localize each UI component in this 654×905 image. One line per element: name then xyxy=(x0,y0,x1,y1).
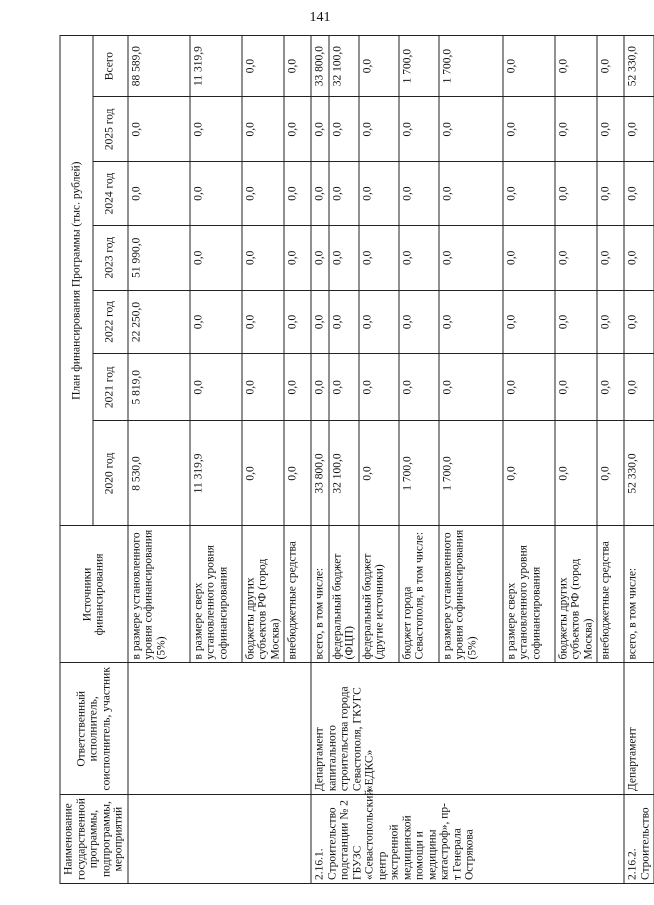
value-cell: 0,0 xyxy=(624,97,654,162)
source-cell: федеральный бюджет (другие источники) xyxy=(358,526,398,663)
source-cell: в размере установленного уровня софинансирования (5%) xyxy=(127,526,189,663)
value-cell: 0,0 xyxy=(597,225,624,290)
value-cell: 0,0 xyxy=(502,162,554,225)
value-cell: 0,0 xyxy=(241,421,284,526)
value-cell: 0,0 xyxy=(189,97,241,162)
value-cell: 0,0 xyxy=(554,97,597,162)
value-cell: 0,0 xyxy=(311,225,329,290)
header-responsible: Ответственный исполнитель, соисполнитель, участник xyxy=(60,663,128,795)
value-cell: 0,0 xyxy=(624,354,654,421)
value-cell: 0,0 xyxy=(597,162,624,225)
header-plan: План финансирования Программы (тыс. рублей) xyxy=(60,36,93,526)
header-year: 2025 год xyxy=(92,97,127,162)
value-cell: 0,0 xyxy=(358,290,398,353)
header-year: 2020 год xyxy=(92,421,127,526)
value-cell: 0,0 xyxy=(502,421,554,526)
item-responsible-2-16-2: Департамент xyxy=(624,663,654,795)
source-cell: в размере сверх установленного уровня софинансирования xyxy=(189,526,241,663)
header-year: 2023 год xyxy=(92,225,127,290)
value-cell: 22 250,0 xyxy=(127,290,189,353)
value-cell: 0,0 xyxy=(502,36,554,97)
value-cell: 0,0 xyxy=(502,290,554,353)
value-cell: 0,0 xyxy=(189,162,241,225)
value-cell: 0,0 xyxy=(284,225,311,290)
value-cell: 0,0 xyxy=(597,36,624,97)
source-cell: бюджеты других субъектов РФ (город Москва) xyxy=(554,526,597,663)
financing-table xyxy=(59,35,654,884)
value-cell: 0,0 xyxy=(189,290,241,353)
value-cell: 0,0 xyxy=(597,97,624,162)
header-year: 2021 год xyxy=(92,354,127,421)
value-cell: 0,0 xyxy=(502,225,554,290)
source-cell: всего, в том числе: xyxy=(624,526,654,663)
value-cell: 0,0 xyxy=(284,354,311,421)
value-cell: 0,0 xyxy=(624,162,654,225)
value-cell: 0,0 xyxy=(328,290,358,353)
header-year: 2024 год xyxy=(92,162,127,225)
value-cell: 0,0 xyxy=(502,97,554,162)
value-cell: 0,0 xyxy=(438,162,502,225)
value-cell: 0,0 xyxy=(284,36,311,97)
value-cell: 0,0 xyxy=(284,97,311,162)
source-cell: внебюджетные средства xyxy=(597,526,624,663)
value-cell: 0,0 xyxy=(284,162,311,225)
value-cell: 0,0 xyxy=(328,225,358,290)
value-cell: 1 700,0 xyxy=(398,421,438,526)
value-cell: 0,0 xyxy=(241,290,284,353)
value-cell: 0,0 xyxy=(311,97,329,162)
value-cell: 11 319,9 xyxy=(189,36,241,97)
value-cell: 33 800,0 xyxy=(311,36,329,97)
name-cell-continued xyxy=(127,795,311,884)
source-cell: всего, в том числе: xyxy=(311,526,329,663)
value-cell: 0,0 xyxy=(241,97,284,162)
table-row xyxy=(311,36,329,884)
value-cell: 0,0 xyxy=(597,354,624,421)
value-cell: 5 819,0 xyxy=(127,354,189,421)
value-cell: 0,0 xyxy=(438,225,502,290)
value-cell: 0,0 xyxy=(554,162,597,225)
table-row xyxy=(127,36,189,884)
source-cell: в размере сверх установленного уровня софинансирования xyxy=(502,526,554,663)
value-cell: 0,0 xyxy=(398,162,438,225)
source-cell: федеральный бюджет (ФЦП) xyxy=(328,526,358,663)
value-cell: 0,0 xyxy=(328,162,358,225)
value-cell: 0,0 xyxy=(127,162,189,225)
header-total: Всего xyxy=(92,36,127,97)
value-cell: 0,0 xyxy=(284,421,311,526)
source-cell: в размере установленного уровня софинансирования (5%) xyxy=(438,526,502,663)
value-cell: 0,0 xyxy=(358,225,398,290)
value-cell: 0,0 xyxy=(597,421,624,526)
value-cell: 0,0 xyxy=(241,36,284,97)
value-cell: 0,0 xyxy=(358,354,398,421)
value-cell: 0,0 xyxy=(241,354,284,421)
header-sources: Источники финансирования xyxy=(60,526,128,663)
value-cell: 0,0 xyxy=(358,97,398,162)
value-cell: 88 589,0 xyxy=(127,36,189,97)
value-cell: 0,0 xyxy=(328,97,358,162)
value-cell: 0,0 xyxy=(358,421,398,526)
value-cell: 0,0 xyxy=(554,36,597,97)
value-cell: 0,0 xyxy=(328,354,358,421)
value-cell: 1 700,0 xyxy=(438,421,502,526)
value-cell: 0,0 xyxy=(189,225,241,290)
value-cell: 1 700,0 xyxy=(398,36,438,97)
value-cell: 8 530,0 xyxy=(127,421,189,526)
rotated-table-wrapper xyxy=(59,35,651,884)
value-cell: 0,0 xyxy=(597,290,624,353)
source-cell: бюджеты других субъектов РФ (город Москва) xyxy=(241,526,284,663)
item-name-2-16-1: 2.16.1. Строительство подстанции № 2 ГБУЗС «Севастопольский центр экстренной медицинской помощи и медицины катастроф», пр-т Генерала Острякова xyxy=(311,795,624,884)
value-cell: 0,0 xyxy=(241,225,284,290)
header-name: Наименование государственной программы, подпрограммы, мероприятий xyxy=(60,795,128,884)
value-cell: 52 330,0 xyxy=(624,36,654,97)
source-cell: внебюджетные средства xyxy=(284,526,311,663)
value-cell: 32 100,0 xyxy=(328,421,358,526)
value-cell: 32 100,0 xyxy=(328,36,358,97)
value-cell: 0,0 xyxy=(554,225,597,290)
value-cell: 0,0 xyxy=(358,162,398,225)
header-year: 2022 год xyxy=(92,290,127,353)
value-cell: 0,0 xyxy=(624,225,654,290)
value-cell: 0,0 xyxy=(358,36,398,97)
value-cell: 0,0 xyxy=(311,354,329,421)
value-cell: 0,0 xyxy=(438,290,502,353)
value-cell: 0,0 xyxy=(127,97,189,162)
value-cell: 0,0 xyxy=(398,290,438,353)
source-cell: бюджет города Севастополя, в том числе: xyxy=(398,526,438,663)
value-cell: 52 330,0 xyxy=(624,421,654,526)
value-cell: 0,0 xyxy=(284,290,311,353)
page-number: 141 xyxy=(309,10,331,25)
responsible-cell-continued xyxy=(127,663,311,795)
item-responsible-2-16-1: Департамент капитального строительства города Севастополя, ГКУГС «ЕДКС» xyxy=(311,663,624,795)
value-cell: 0,0 xyxy=(502,354,554,421)
value-cell: 33 800,0 xyxy=(311,421,329,526)
value-cell: 0,0 xyxy=(398,225,438,290)
value-cell: 0,0 xyxy=(438,97,502,162)
value-cell: 0,0 xyxy=(438,354,502,421)
value-cell: 0,0 xyxy=(311,290,329,353)
value-cell: 0,0 xyxy=(398,97,438,162)
value-cell: 0,0 xyxy=(554,354,597,421)
value-cell: 0,0 xyxy=(398,354,438,421)
value-cell: 0,0 xyxy=(241,162,284,225)
value-cell: 51 990,0 xyxy=(127,225,189,290)
item-name-2-16-2: 2.16.2. Строительство xyxy=(624,795,654,884)
value-cell: 0,0 xyxy=(624,290,654,353)
value-cell: 0,0 xyxy=(311,162,329,225)
table-row xyxy=(624,36,654,884)
value-cell: 0,0 xyxy=(189,354,241,421)
value-cell: 11 319,9 xyxy=(189,421,241,526)
value-cell: 0,0 xyxy=(554,290,597,353)
value-cell: 1 700,0 xyxy=(438,36,502,97)
value-cell: 0,0 xyxy=(554,421,597,526)
